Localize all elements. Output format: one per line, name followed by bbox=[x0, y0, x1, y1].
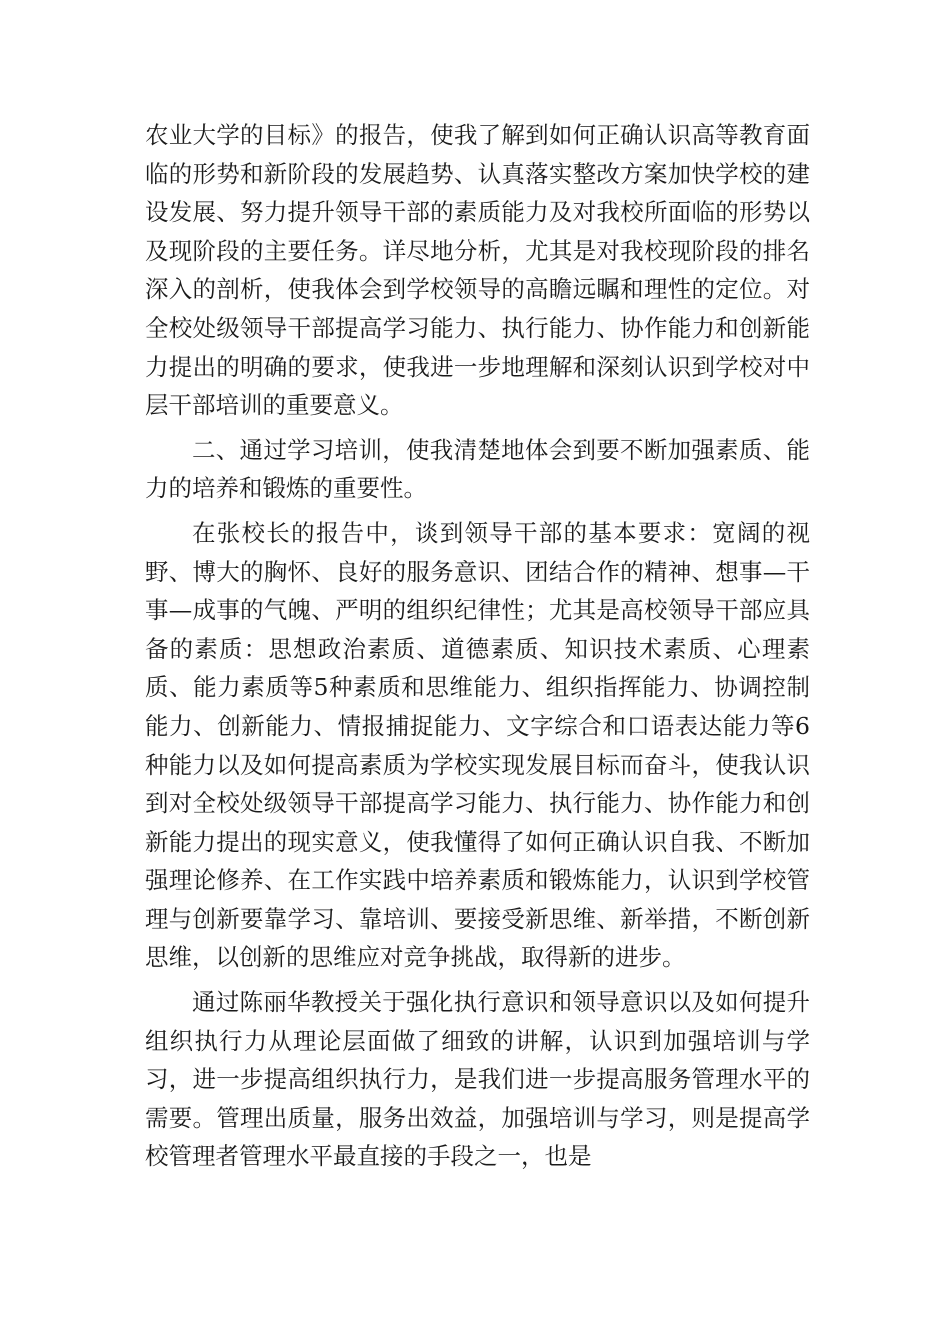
paragraph-1: 农业大学的目标》的报告，使我了解到如何正确认识高等教育面临的形势和新阶段的发展趋势、认真落实整改方案加快学校的建设发展、努力提升领导干部的素质能力及对我校所面临的形势以及现阶段的主要任务。详尽地分析，尤其是对我校现阶段的排名深入的剖析，使我体会到学校领导的高瞻远瞩和理性的定位。对全校处级领导干部提高学习能力、执行能力、协作能力和创新能力提出的明确的要求，使我进一步地理解和深刻认识到学校对中层干部培训的重要意义。 bbox=[145, 121, 810, 420]
document-body bbox=[145, 116, 810, 1176]
paragraph-2: 二、通过学习培训，使我清楚地体会到要不断加强素质、能力的培养和锻炼的重要性。 bbox=[145, 435, 810, 503]
paragraph-4: 通过陈丽华教授关于强化执行意识和领导意识以及如何提升组织执行力从理论层面做了细致的讲解，认识到加强培训与学习，进一步提高组织执行力，是我们进一步提高服务管理水平的需要。管理出质量，服务出效益，加强培训与学习，则是提高学校管理者管理水平最直接的手段之一，也是 bbox=[145, 988, 810, 1171]
paragraph-3: 在张校长的报告中，谈到领导干部的基本要求：宽阔的视野、博大的胸怀、良好的服务意识、团结合作的精神、想事—干事—成事的气魄、严明的组织纪律性；尤其是高校领导干部应具备的素质：思想政治素质、道德素质、知识技术素质、心理素质、能力素质等5种素质和思维能力、组织指挥能力、协调控制能力、创新能力、情报捕捉能力、文字综合和口语表达能力等6种能力以及如何提高素质为学校实现发展目标而奋斗，使我认识到对全校处级领导干部提高学习能力、执行能力、协作能力和创新能力提出的现实意义，使我懂得了如何正确认识自我、不断加强理论修养、在工作实践中培养素质和锻炼能力，认识到学校管理与创新要靠学习、靠培训、要接受新思维、新举措，不断创新思维，以创新的思维应对竞争挑战，取得新的进步。 bbox=[145, 518, 810, 972]
